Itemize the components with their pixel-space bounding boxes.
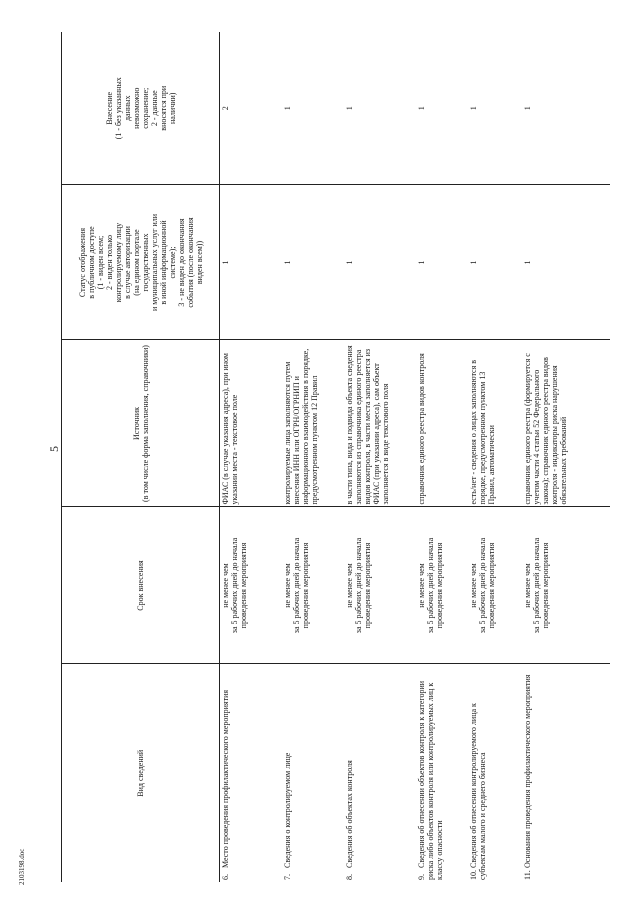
row-number: 8. [344, 874, 354, 880]
row-term: не менее чем за 5 рабочих дней до начала проведения мероприятия [344, 507, 416, 664]
table-row [282, 32, 344, 882]
row-type: Основания проведения профилактического мероприятия [522, 674, 532, 868]
row-number: 11. [522, 870, 532, 880]
row-entry: 1 [344, 106, 354, 111]
row-source: контролируемые лица заполняются путем внесения ИНН или ОГРН/ОГРНИП и информационного взаимодействия в порядке, предусмотренном пунктом 12 Правил [282, 340, 344, 507]
row-number: 9. [416, 874, 426, 880]
row-term: не менее чем за 5 рабочих дней до начала проведения мероприятия [522, 507, 610, 664]
row-term: не менее чем за 5 рабочих дней до начала проведения мероприятия [416, 507, 468, 664]
table-row [416, 32, 468, 882]
row-status: 1 [220, 185, 282, 340]
header-status: Статус отображения в публичном доступе (1 - виден всем; 2 - виден только контролируемому лицу в случае авторизации (на едином портале государственных и муниципальных услуг или в иной информационной системе); 3 - не виден до окончания события (после окончания виден всем)) [62, 185, 220, 340]
row-source: в части типа, вида и подвида объекта сведения заполняются из справочника единого реестра видов контроля, в части места заполняется из ФИАС (при указании адреса), сам объект заполняется в виде текстового поля [344, 340, 416, 507]
row-type: Место проведения профилактического мероприятия [221, 689, 230, 868]
row-type: Сведения об отнесении объектов контроля к категории риска либо объектов контроля или контролируемых лиц к классу опасности [416, 680, 444, 880]
row-term: не менее чем за 5 рабочих дней до начала проведения мероприятия [220, 507, 282, 664]
page-number: 5 [47, 446, 61, 452]
row-entry: 2 [221, 106, 230, 111]
row-term: не менее чем за 5 рабочих дней до начала проведения мероприятия [282, 507, 344, 664]
row-source: справочник единого реестра (формируется с учетом части 4 статьи 52 Федерального закона); справочник единого реестра видов контроля - индикаторы риска нарушения обязательных требований [522, 340, 610, 507]
table-row [220, 32, 282, 882]
row-status: 1 [522, 185, 610, 340]
row-entry: 1 [468, 106, 478, 111]
row-source: ФИАС (в случае указания адреса), при ином указании места - текстовое поле [220, 340, 282, 507]
table-row [344, 32, 416, 882]
row-status: 1 [416, 185, 468, 340]
row-type: Сведения об отнесении контролируемого лица к субъектам малого и среднего бизнеса [468, 703, 487, 880]
row-source: есть/нет - сведения о лицах заполняются в порядке, предусмотренном пунктом 13 Правил, автоматически [468, 340, 522, 507]
row-number: 10. [468, 870, 478, 880]
header-source: Источник (в том числе форма заполнения, справочники) [62, 340, 220, 507]
row-type: Сведения о контролируемом лице [282, 752, 292, 868]
table-row [468, 32, 522, 882]
row-status: 1 [344, 185, 416, 340]
data-table [61, 32, 610, 882]
row-status: 1 [468, 185, 522, 340]
row-entry: 1 [416, 106, 426, 111]
row-term: не менее чем за 5 рабочих дней до начала проведения мероприятия [468, 507, 522, 664]
row-entry: 1 [282, 106, 292, 111]
header-type: Вид сведений [62, 664, 220, 882]
table-row [522, 32, 610, 882]
row-type: Сведения об объектах контроля [344, 760, 354, 868]
row-entry: 1 [522, 106, 532, 111]
row-number: 7. [282, 874, 292, 880]
header-term: Срок внесения [62, 507, 220, 664]
footer-filename: 2103198.doc [18, 848, 26, 885]
rotated-table-container [61, 32, 596, 882]
row-number: 6. [221, 874, 230, 880]
row-status: 1 [282, 185, 344, 340]
row-source: справочник единого реестра видов контроля [416, 340, 468, 507]
header-entry: Внесение (1 - без указанных данных невозможно сохранение; 2 - данные вносятся при наличии) [62, 32, 220, 185]
